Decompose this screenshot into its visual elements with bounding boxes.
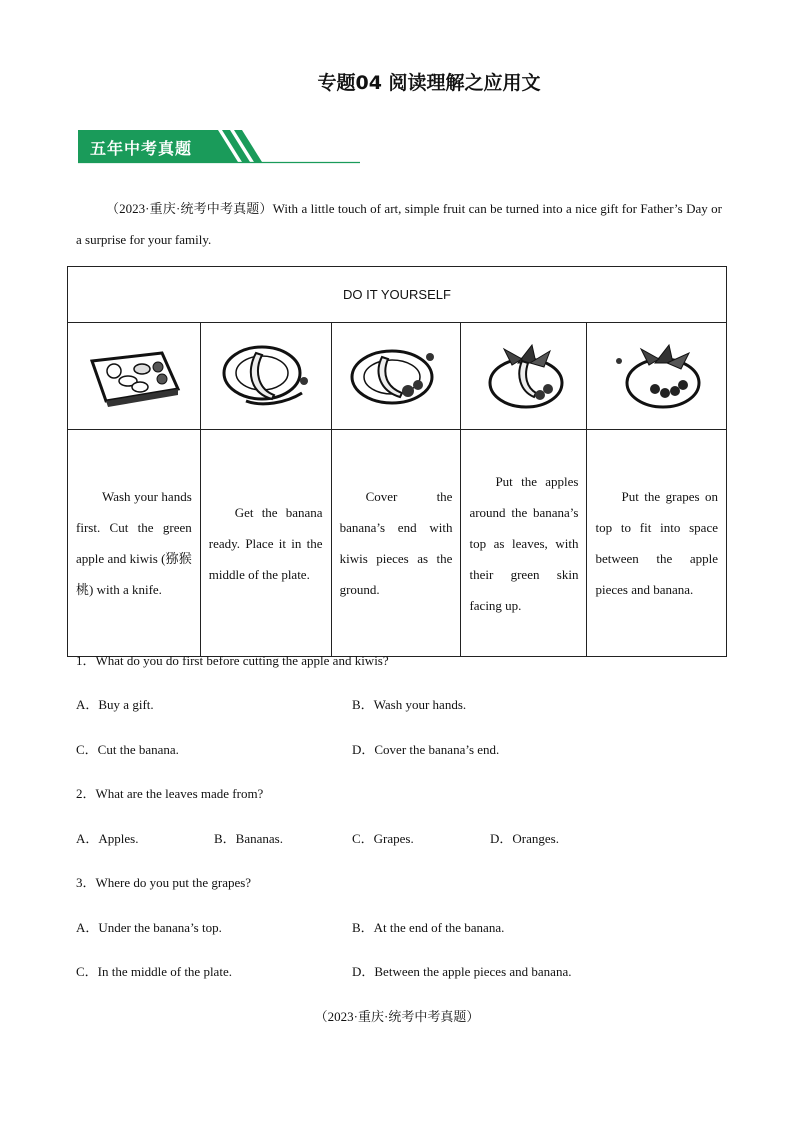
banana-kiwi-plate-icon <box>346 341 446 411</box>
picture-cell <box>461 323 587 430</box>
section-banner <box>78 128 360 164</box>
step-text: Cover the banana’s end with kiwis pieces as the ground. <box>339 489 453 597</box>
step-cell <box>200 430 331 657</box>
answer-option[interactable]: B．At the end of the banana. <box>352 920 505 935</box>
answer-option[interactable]: C．Cut the banana. <box>76 742 179 757</box>
step-text: Put the grapes on top to fit into space between the apple pieces and banana. <box>595 489 718 597</box>
answer-option[interactable]: B．Wash your hands. <box>352 697 467 712</box>
step-cell <box>461 430 587 657</box>
answer-option[interactable]: A．Under the banana’s top. <box>76 920 222 935</box>
step-text: Wash your hands first. Cut the green apple and kiwis (猕猴桃) with a knife. <box>76 489 192 597</box>
answer-option[interactable]: A．Buy a gift. <box>76 697 154 712</box>
grapes-plate-icon <box>607 341 707 411</box>
picture-cell <box>68 323 201 430</box>
answer-option[interactable]: C．Grapes. <box>352 831 414 846</box>
picture-cell <box>331 323 461 430</box>
question-stem: 3．Where do you put the grapes? <box>76 875 252 890</box>
answer-option[interactable]: D．Between the apple pieces and banana. <box>352 964 572 979</box>
question-stem: 1．What do you do first before cutting the apple and kiwis? <box>76 653 389 668</box>
table-header: DO IT YOURSELF <box>68 267 727 323</box>
step-cell <box>331 430 461 657</box>
answer-option[interactable]: D．Oranges. <box>490 831 559 846</box>
picture-cell <box>587 323 727 430</box>
intro-paragraph: （2023·重庆·统考中考真题）With a little touch of art, simple fruit can be turned into a nice gift for Father’s Day or a surprise for your family. <box>76 201 722 247</box>
step-cell <box>587 430 727 657</box>
apple-leaves-plate-icon <box>474 341 574 411</box>
answer-option[interactable]: B．Bananas. <box>214 831 283 846</box>
cutting-board-fruit-icon <box>84 341 184 411</box>
answer-option[interactable]: D．Cover the banana’s end. <box>352 742 500 757</box>
picture-cell <box>200 323 331 430</box>
answer-option[interactable]: C．In the middle of the plate. <box>76 964 232 979</box>
step-text: Put the apples around the banana’s top as leaves, with their green skin facing up. <box>469 473 579 613</box>
banana-on-plate-icon <box>216 341 316 411</box>
step-cell <box>68 430 201 657</box>
page-title: 专题04 阅读理解之应用文 <box>317 72 541 94</box>
section-banner-label: 五年中考真题 <box>90 139 193 158</box>
diy-table <box>67 266 727 657</box>
next-source-label: （2023·重庆·统考中考真题） <box>314 1009 480 1024</box>
step-text: Get the banana ready. Place it in the middle of the plate. <box>208 504 323 582</box>
question-stem: 2．What are the leaves made from? <box>76 786 264 801</box>
answer-option[interactable]: A．Apples. <box>76 831 139 846</box>
